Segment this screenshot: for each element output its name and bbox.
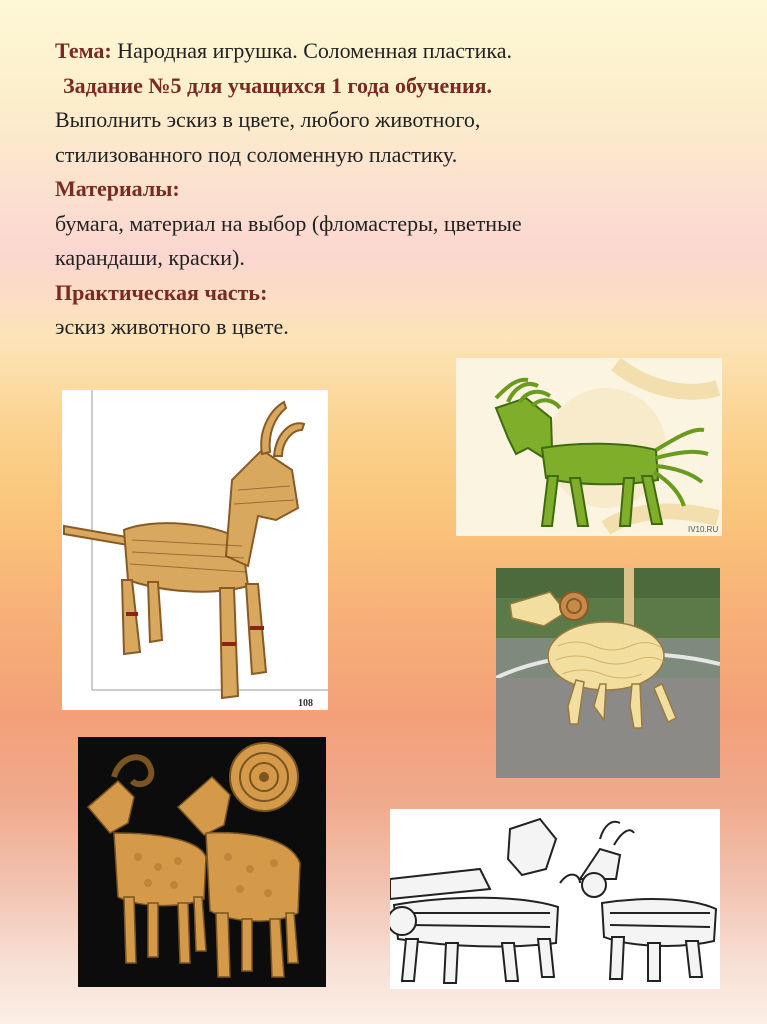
assignment-text — [55, 34, 735, 345]
task-heading: Задание №5 для учащихся 1 года обучения. — [63, 72, 493, 98]
straw-rams-photo — [78, 737, 326, 987]
goat-page-number: 108 — [298, 698, 313, 709]
description-line-2: стилизованного под соломенную пластику. — [55, 141, 458, 167]
straw-animals-line-drawing — [390, 809, 720, 989]
green-horse-drawing — [456, 358, 722, 536]
description-line-1: Выполнить эскиз в цвете, любого животного, — [55, 107, 481, 132]
topic-label: Тема: — [55, 38, 112, 63]
materials-label: Материалы: — [55, 176, 180, 201]
materials-line-1: бумага, материал на выбор (фломастеры, цветные — [55, 210, 522, 236]
topic-value: Народная игрушка. Соломенная пластика. — [117, 38, 513, 63]
horse-watermark: IV10.RU — [688, 525, 719, 534]
straw-goat-photo — [62, 390, 328, 710]
materials-line-2: карандаши, краски). — [55, 245, 245, 270]
straw-lamb-photo — [496, 568, 720, 778]
practical-label: Практическая часть: — [55, 279, 268, 305]
practical-value: эскиз животного в цвете. — [55, 314, 289, 339]
topic-line — [55, 34, 735, 69]
